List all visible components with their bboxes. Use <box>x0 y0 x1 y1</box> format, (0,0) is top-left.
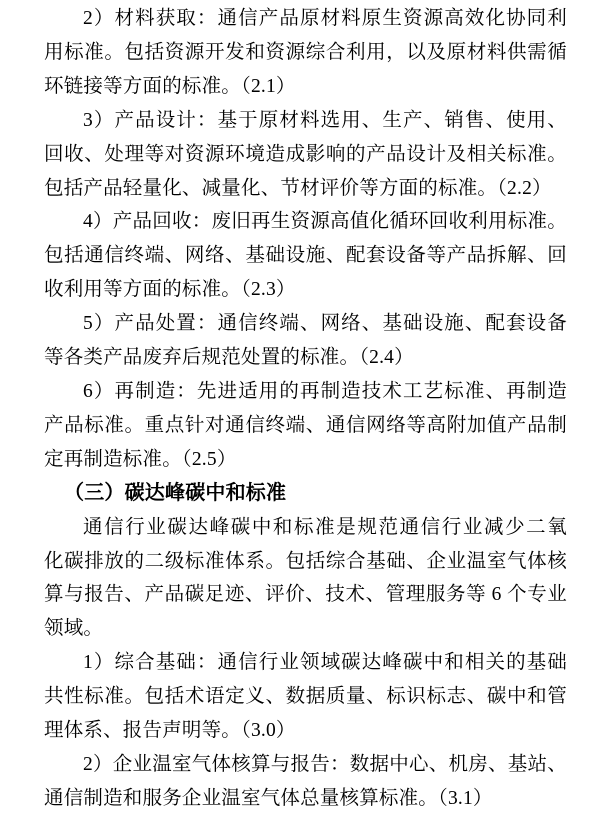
text-line: 等各类产品废弃后规范处置的标准。（2.4） <box>44 347 414 369</box>
section-heading <box>44 477 567 511</box>
paragraph <box>44 307 567 375</box>
text-line: 3）产品设计：基于原材料选用、生产、销售、使用、 <box>83 109 567 131</box>
text-line: 产品标准。重点针对通信终端、通信网络等高附加值产品制 <box>44 414 567 436</box>
heading-text-line: （三）碳达峰碳中和标准 <box>64 481 287 504</box>
text-line: 6）再制造：先进适用的再制造技术工艺标准、再制造 <box>83 380 567 402</box>
text-line: 通信制造和服务企业温室气体总量核算标准。（3.1） <box>44 787 493 809</box>
document-body <box>44 2 567 816</box>
text-line: 包括产品轻量化、减量化、节材评价等方面的标准。（2.2） <box>44 177 552 199</box>
text-line: 包括通信终端、网络、基础设施、配套设备等产品拆解、回 <box>44 245 567 267</box>
text-line: 通信行业碳达峰碳中和标准是规范通信行业减少二氧 <box>83 516 567 538</box>
paragraph <box>44 748 567 816</box>
text-line: 2）企业温室气体核算与报告：数据中心、机房、基站、 <box>83 753 567 775</box>
paragraph <box>44 375 567 477</box>
text-line: 4）产品回收：废旧再生资源高值化循环回收利用标准。 <box>83 211 567 233</box>
paragraph <box>44 205 567 307</box>
text-line: 化碳排放的二级标准体系。包括综合基础、企业温室气体核 <box>44 550 567 572</box>
text-line: 定再制造标准。（2.5） <box>44 448 237 470</box>
text-line: 收利用等方面的标准。（2.3） <box>44 279 296 301</box>
text-line: 算与报告、产品碳足迹、评价、技术、管理服务等 6 个专业 <box>44 584 567 606</box>
paragraph <box>44 104 567 206</box>
text-line: 1）综合基础：通信行业领域碳达峰碳中和相关的基础 <box>83 652 567 674</box>
paragraph <box>44 646 567 748</box>
text-line: 共性标准。包括术语定义、数据质量、标识标志、碳中和管 <box>44 686 567 708</box>
text-line: 领域。 <box>44 618 104 640</box>
text-line: 2）材料获取：通信产品原材料原生资源高效化协同利 <box>83 8 567 29</box>
paragraph <box>44 2 567 104</box>
text-line: 用标准。包括资源开发和资源综合利用，以及原材料供需循 <box>44 41 567 63</box>
text-line: 环链接等方面的标准。（2.1） <box>44 75 296 97</box>
paragraph <box>44 511 567 647</box>
text-line: 5）产品处置：通信终端、网络、基础设施、配套设备 <box>83 313 567 335</box>
text-line: 理体系、报告声明等。（3.0） <box>44 720 296 742</box>
text-line: 回收、处理等对资源环境造成影响的产品设计及相关标准。 <box>44 143 567 165</box>
